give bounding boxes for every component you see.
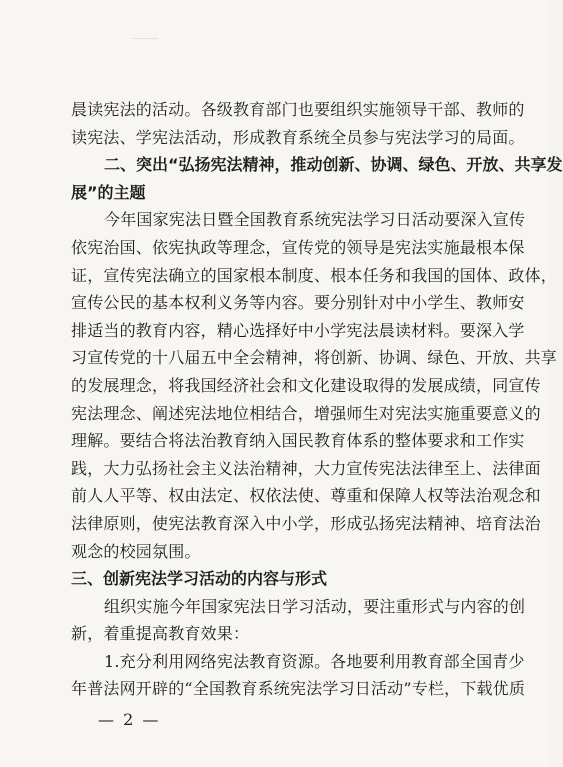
text-line: 的发展理念，将我国经济社会和文化建设取得的发展成绩，同宣传 [71,375,541,395]
text-line: 依宪治国、依宪执政等理念，宣传党的领导是宪法实施最根本保 [71,237,525,257]
scan-artifact [132,38,158,53]
text-line: 组织实施今年国家宪法日学习活动，要注重形式与内容的创 [104,596,526,616]
text-line: 法律原则，使宪法教育深入中小学，形成弘扬宪法精神、培育法治 [71,513,541,533]
text-line: 理解。要结合将法治教育纳入国民教育体系的整体要求和工作实 [71,431,525,451]
text-line: 排适当的教育内容，精心选择好中小学宪法晨读材料。要深入学 [71,320,525,340]
text-line: 晨读宪法的活动。各级教育部门也要组织实施领导干部、教师的 [71,100,525,119]
body-text [71,96,563,703]
text-line: 1.充分利用网络宪法教育资源。各地要利用教育部全国青少 [104,651,525,671]
text-line: 宪法理念、阐述宪法地位相结合，增强师生对宪法实施重要意义的 [71,403,541,423]
text-line: 二、突出“弘扬宪法精神，推动创新、协调、绿色、开放、共享发 [104,155,563,175]
text-line: 观念的校园氛围。 [71,541,201,561]
text-line: 习宣传党的十八届五中全会精神，将创新、协调、绿色、开放、共享 [71,348,558,368]
text-line: 践，大力弘扬社会主义法治精神，大力宣传宪法法律至上、法律面 [71,458,541,478]
page-number: — 2 — [98,710,161,729]
text-line: 年普法网开辟的“全国教育系统宪法学习日活动”专栏，下载优质 [71,679,526,699]
text-line: 新，着重提高教育效果： [71,624,250,644]
text-line: 今年国家宪法日暨全国教育系统宪法学习日活动要深入宣传 [104,210,526,230]
text-line: 读宪法、学宪法活动，形成教育系统全员参与宪法学习的局面。 [71,127,525,147]
text-line: 展”的主题 [71,182,146,202]
text-line: 三、创新宪法学习活动的内容与形式 [71,569,328,589]
text-line: 前人人平等、权由法定、权依法使、尊重和保障人权等法治观念和 [71,486,541,506]
text-line: 证，宣传宪法确立的国家根本制度、根本任务和我国的国体、政体， [71,265,558,285]
text-line: 宣传公民的基本权利义务等内容。要分别针对中小学生、教师安 [71,293,525,313]
